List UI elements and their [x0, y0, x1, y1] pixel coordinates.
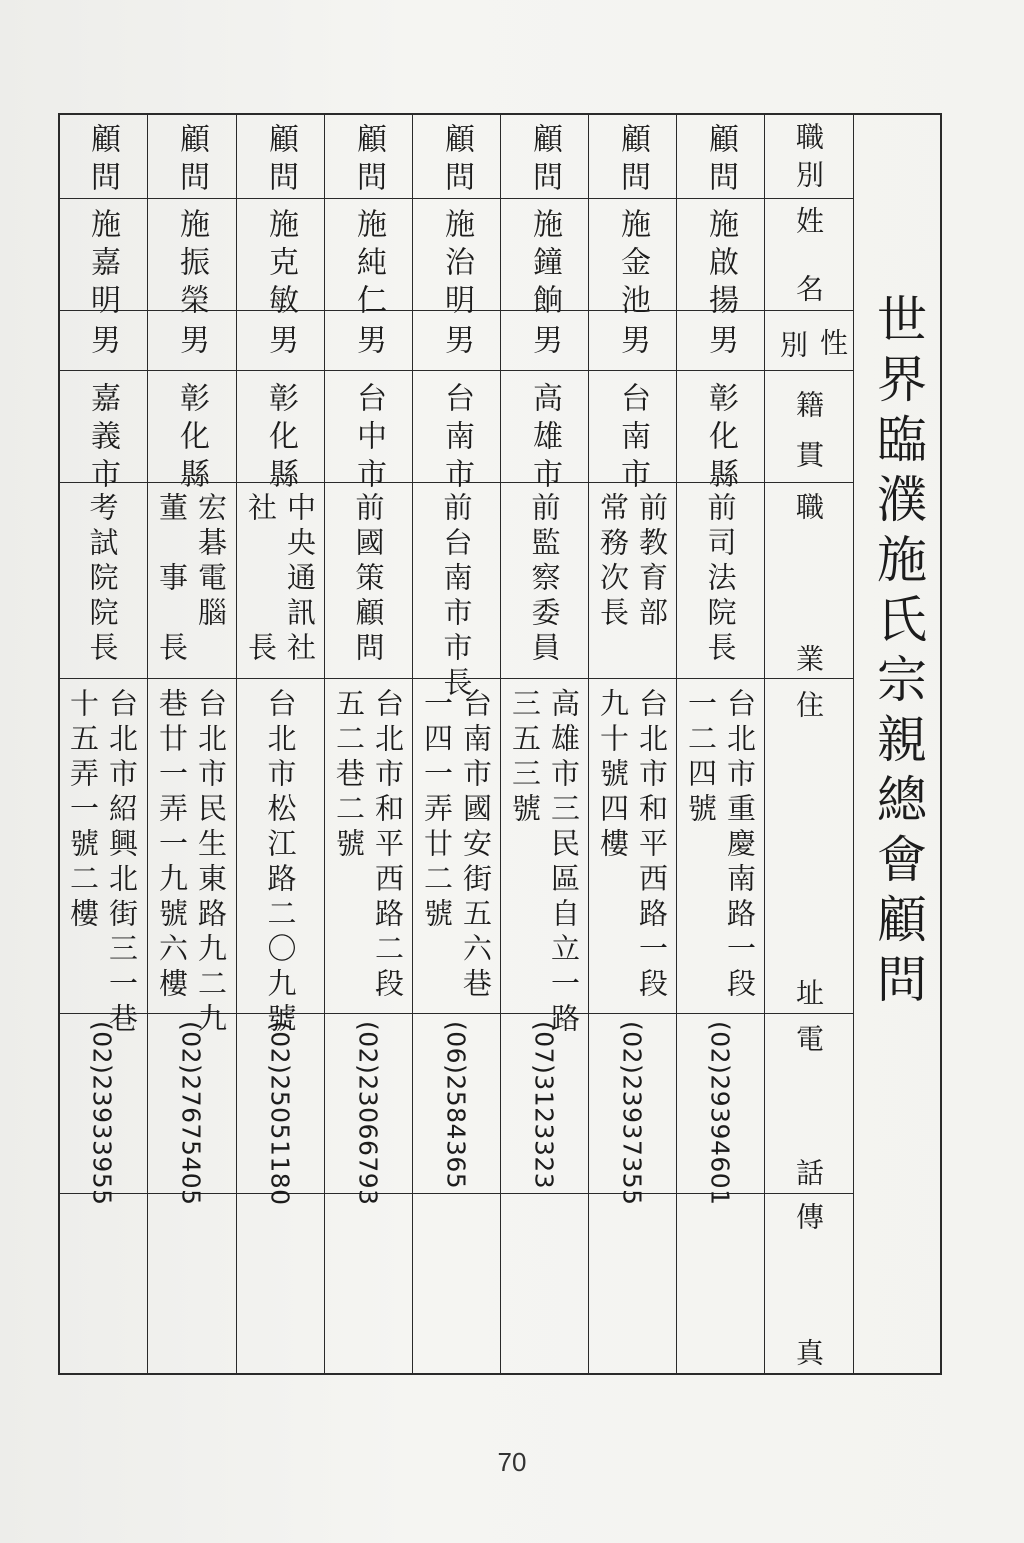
cell-name [147, 198, 235, 322]
advisor-address-line: 台北市和平西路一段 [635, 688, 669, 1003]
advisor-address-line: 三五三號 [508, 688, 542, 828]
cell-fax [412, 1193, 500, 1375]
advisor-name: 施嘉明 [85, 208, 120, 322]
advisor-address-line: 五二巷二號 [332, 688, 366, 863]
advisor-phone: (02)25051180 [265, 1021, 295, 1206]
advisor-job-line: 前監察委員 [527, 492, 562, 667]
advisor-role: 顧問 [703, 123, 738, 199]
advisor-name: 施治明 [439, 208, 474, 322]
cell-fax [58, 1193, 146, 1375]
advisor-phone: (02)29394601 [705, 1021, 735, 1206]
header-job-2: 業 [792, 644, 825, 672]
cell-role [500, 113, 588, 198]
cell-phone [500, 1013, 588, 1193]
cell-address [676, 678, 764, 1013]
advisor-role: 顧問 [351, 123, 386, 199]
advisor-gender: 男 [615, 324, 650, 362]
cell-address [412, 678, 500, 1013]
advisor-origin: 嘉義市 [85, 382, 120, 496]
advisor-origin: 彰化縣 [174, 382, 209, 496]
cell-fax [588, 1193, 676, 1375]
cell-job [236, 482, 324, 678]
advisor-gender: 男 [527, 324, 562, 362]
advisor-address-line: 巷廿一弄一九號六樓 [155, 688, 189, 1003]
cell-phone [147, 1013, 235, 1206]
header-gender-2: 別 [776, 330, 809, 358]
cell-name [588, 198, 676, 322]
cell-origin [500, 370, 588, 496]
cell-job [676, 482, 764, 678]
advisor-gender: 男 [263, 324, 298, 362]
advisor-job-line: 前司法院長 [703, 492, 738, 667]
cell-job [500, 482, 588, 678]
cell-origin [588, 370, 676, 496]
page-number: 70 [497, 1447, 527, 1477]
advisor-origin: 台南市 [615, 382, 650, 496]
cell-role [324, 113, 412, 198]
cell-name [676, 198, 764, 322]
cell-gender [500, 310, 588, 370]
advisor-address-line: 台北市和平西路二段 [371, 688, 405, 1003]
advisor-address-line: 台南市國安街五六巷 [459, 688, 493, 1003]
advisor-address-line: 一二四號 [684, 688, 718, 828]
column-divider [764, 113, 765, 1375]
advisor-job-line: 考試院院長 [85, 492, 120, 667]
advisor-address-line: 台北市重慶南路一段 [723, 688, 757, 1003]
advisor-origin: 台中市 [351, 382, 386, 496]
advisor-name: 施純仁 [351, 208, 386, 322]
cell-gender [324, 310, 412, 370]
header-name-1: 姓 [792, 206, 825, 234]
advisor-role: 顧問 [615, 123, 650, 199]
advisor-gender: 男 [439, 324, 474, 362]
cell-phone [676, 1013, 764, 1206]
cell-address [236, 678, 324, 1038]
cell-phone [588, 1013, 676, 1206]
cell-gender [236, 310, 324, 370]
advisor-phone: (02)23933955 [87, 1021, 117, 1206]
cell-name [412, 198, 500, 322]
page-title: 世界臨濮施氏宗親總會顧問 [869, 293, 927, 1013]
cell-job [58, 482, 146, 678]
advisor-phone: (06)2584365 [441, 1021, 471, 1190]
advisor-origin: 高雄市 [527, 382, 562, 496]
advisor-role: 顧問 [439, 123, 474, 199]
header-fax-2: 真 [792, 1338, 825, 1366]
cell-fax [147, 1193, 235, 1375]
advisor-job-line: 常務次長 [596, 492, 630, 632]
advisor-gender: 男 [174, 324, 209, 362]
advisor-gender: 男 [351, 324, 386, 362]
advisor-gender: 男 [703, 324, 738, 362]
advisor-name: 施金池 [615, 208, 650, 322]
advisor-job-line: 中央通訊社 [283, 492, 317, 667]
advisor-origin: 彰化縣 [263, 382, 298, 496]
cell-job [412, 482, 500, 702]
cell-name [236, 198, 324, 322]
cell-fax [500, 1193, 588, 1375]
cell-job [324, 482, 412, 678]
cell-address [500, 678, 588, 1038]
header-name-2: 名 [792, 274, 825, 302]
cell-origin [147, 370, 235, 496]
cell-origin [236, 370, 324, 496]
cell-phone [58, 1013, 146, 1206]
advisor-address-line: 一四一弄廿二號 [420, 688, 454, 933]
cell-role [58, 113, 146, 198]
advisor-name: 施振榮 [174, 208, 209, 322]
header-fax-1: 傳 [792, 1202, 825, 1230]
cell-phone [324, 1013, 412, 1206]
header-origin-2: 貫 [792, 440, 825, 468]
advisor-address-line: 十五弄一號二樓 [66, 688, 100, 933]
cell-phone [412, 1013, 500, 1193]
header-address-2: 址 [792, 978, 825, 1006]
advisor-role: 顧問 [85, 123, 120, 199]
advisor-job-line: 前國策顧問 [351, 492, 386, 667]
cell-origin [58, 370, 146, 496]
cell-role [676, 113, 764, 198]
advisor-job-line: 前台南市市長 [439, 492, 474, 702]
header-phone-1: 電 [792, 1024, 825, 1052]
cell-origin [676, 370, 764, 496]
cell-job [588, 482, 676, 678]
cell-role [412, 113, 500, 198]
cell-address [58, 678, 146, 1038]
advisor-name: 施啟揚 [703, 208, 738, 322]
cell-gender [58, 310, 146, 370]
header-address-1: 住 [792, 690, 825, 718]
header-origin-1: 籍 [792, 390, 825, 418]
advisor-role: 顧問 [263, 123, 298, 199]
advisor-phone: (02)27675405 [176, 1021, 206, 1206]
advisor-role: 顧問 [174, 123, 209, 199]
advisor-phone: (02)23937355 [617, 1021, 647, 1206]
advisor-origin: 彰化縣 [703, 382, 738, 496]
cell-job [147, 482, 235, 678]
cell-address [324, 678, 412, 1013]
cell-gender [147, 310, 235, 370]
advisor-job-line: 董 事 長 [155, 492, 189, 667]
cell-fax [676, 1193, 764, 1375]
advisor-address-line: 高雄市三民區自立一路 [547, 688, 581, 1038]
advisor-job-line: 宏碁電腦 [194, 492, 228, 632]
cell-address [588, 678, 676, 1013]
advisor-phone: (02)23066793 [353, 1021, 383, 1206]
advisor-phone: (07)3123323 [529, 1021, 559, 1190]
advisor-job-line: 前教育部 [635, 492, 669, 632]
advisor-origin: 台南市 [439, 382, 474, 496]
advisor-job-line: 社 長 [244, 492, 278, 667]
header-phone-2: 話 [792, 1158, 825, 1186]
cell-role [588, 113, 676, 198]
cell-fax [324, 1193, 412, 1375]
cell-role [147, 113, 235, 198]
header-job-1: 職 [792, 492, 825, 520]
title-column [856, 118, 940, 1370]
cell-gender [412, 310, 500, 370]
cell-role [236, 113, 324, 198]
cell-phone [236, 1013, 324, 1206]
cell-gender [588, 310, 676, 370]
cell-origin [324, 370, 412, 496]
advisor-gender: 男 [85, 324, 120, 362]
cell-name [58, 198, 146, 322]
cell-name [324, 198, 412, 322]
header-gender-1: 性 [816, 328, 849, 356]
advisor-address-line: 台北市紹興北街三一巷 [105, 688, 139, 1038]
cell-gender [676, 310, 764, 370]
advisor-address-line: 九十號四樓 [596, 688, 630, 863]
cell-name [500, 198, 588, 322]
cell-origin [412, 370, 500, 496]
advisor-address-line: 台北市松江路二〇九號 [263, 688, 298, 1038]
title-divider [853, 113, 854, 1375]
cell-address [147, 678, 235, 1038]
advisor-name: 施克敏 [263, 208, 298, 322]
advisor-address-line: 台北市民生東路九二九 [194, 688, 228, 1038]
advisor-role: 顧問 [527, 123, 562, 199]
advisor-name: 施鐘餉 [527, 208, 562, 322]
header-role: 職別 [792, 122, 825, 198]
cell-fax [236, 1193, 324, 1375]
